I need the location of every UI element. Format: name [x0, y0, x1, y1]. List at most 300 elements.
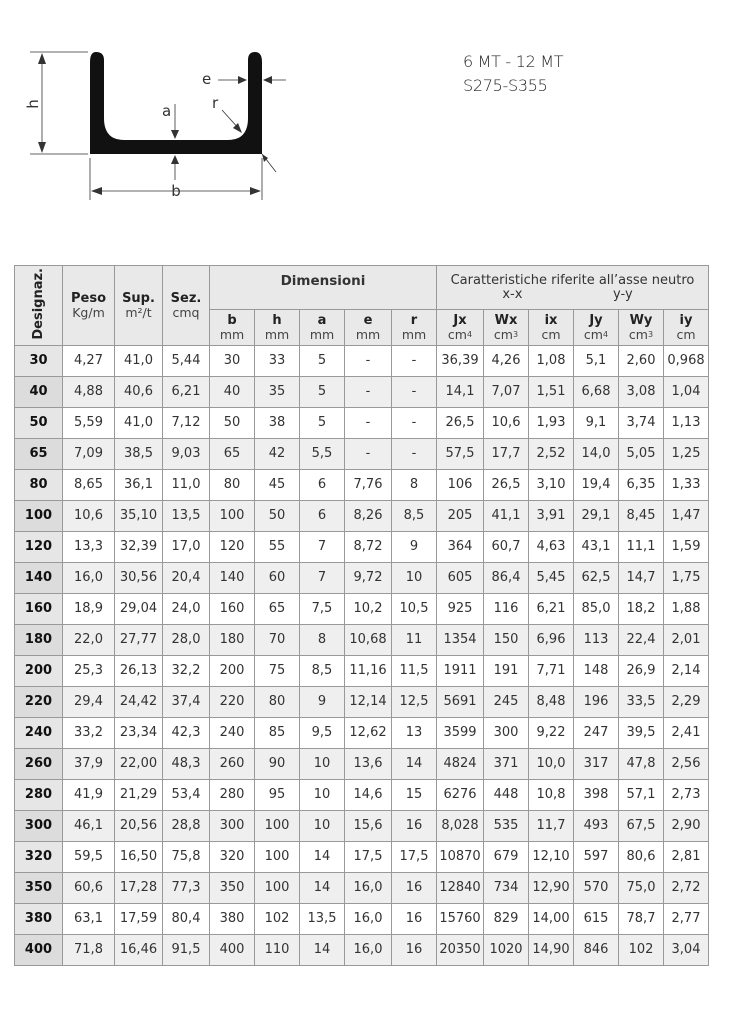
table-cell: 4824	[437, 749, 484, 780]
table-cell: 116	[484, 594, 529, 625]
label-a: a	[162, 102, 172, 120]
col-jy: Jy $cm^4$	[574, 310, 619, 346]
table-cell: 41,9	[63, 780, 115, 811]
table-cell: 5691	[437, 687, 484, 718]
table-cell: 8	[300, 625, 345, 656]
table-row	[15, 439, 709, 470]
designation-cell: 280	[15, 780, 63, 811]
table-cell: 7,12	[163, 408, 210, 439]
table-cell: 17,5	[392, 842, 437, 873]
table-cell: 46,1	[63, 811, 115, 842]
table-cell: 19,4	[574, 470, 619, 501]
table-cell: 3599	[437, 718, 484, 749]
table-row	[15, 470, 709, 501]
table-cell: 220	[210, 687, 255, 718]
table-cell: 570	[574, 873, 619, 904]
col-h: h mm	[255, 310, 300, 346]
table-cell: 8,65	[63, 470, 115, 501]
table-cell: 35	[255, 377, 300, 408]
table-cell: 1,88	[664, 594, 709, 625]
table-cell: 13,5	[300, 904, 345, 935]
table-cell: 3,74	[619, 408, 664, 439]
table-cell: 597	[574, 842, 619, 873]
table-cell: 14	[300, 935, 345, 966]
table-cell: 2,81	[664, 842, 709, 873]
table-cell: 10,6	[63, 501, 115, 532]
col-a: a mm	[300, 310, 345, 346]
table-cell: 15,6	[345, 811, 392, 842]
caratteristiche-header: Caratteristiche riferite all’asse neutro x-x y-y	[437, 266, 709, 310]
table-cell: 80,4	[163, 904, 210, 935]
table-cell: 10	[300, 749, 345, 780]
table-cell: 47,8	[619, 749, 664, 780]
table-cell: 42,3	[163, 718, 210, 749]
table-cell: 53,4	[163, 780, 210, 811]
col-wx: Wx $cm^3$	[484, 310, 529, 346]
table-cell: 110	[255, 935, 300, 966]
table-cell: 1,25	[664, 439, 709, 470]
table-cell: 191	[484, 656, 529, 687]
table-cell: 14,0	[574, 439, 619, 470]
table-row	[15, 780, 709, 811]
table-cell: 150	[484, 625, 529, 656]
table-row	[15, 749, 709, 780]
table-cell: 18,9	[63, 594, 115, 625]
table-cell: 37,4	[163, 687, 210, 718]
table-cell: 113	[574, 625, 619, 656]
col-e: e mm	[345, 310, 392, 346]
table-row	[15, 501, 709, 532]
table-cell: 846	[574, 935, 619, 966]
table-cell: 100	[210, 501, 255, 532]
table-cell: 60	[255, 563, 300, 594]
table-cell: 62,5	[574, 563, 619, 594]
table-cell: 4,88	[63, 377, 115, 408]
table-cell: 1,59	[664, 532, 709, 563]
designation-cell: 80	[15, 470, 63, 501]
table-cell: 25,3	[63, 656, 115, 687]
table-cell: 67,5	[619, 811, 664, 842]
table-cell: 1,47	[664, 501, 709, 532]
table-cell: 20350	[437, 935, 484, 966]
sez-header: Sez. cmq	[163, 266, 210, 346]
table-cell: 5,59	[63, 408, 115, 439]
table-cell: 40,6	[115, 377, 163, 408]
table-cell: 2,73	[664, 780, 709, 811]
table-cell: 7	[300, 563, 345, 594]
table-cell: 5	[300, 408, 345, 439]
table-cell: 350	[210, 873, 255, 904]
table-cell: 100	[255, 873, 300, 904]
table-cell: 10870	[437, 842, 484, 873]
table-cell: 12,14	[345, 687, 392, 718]
table-cell: 679	[484, 842, 529, 873]
table-cell: 398	[574, 780, 619, 811]
table-row	[15, 563, 709, 594]
table-cell: 75,8	[163, 842, 210, 873]
table-cell: 28,0	[163, 625, 210, 656]
table-cell: 16,0	[345, 935, 392, 966]
table-cell: 140	[210, 563, 255, 594]
designation-cell: 160	[15, 594, 63, 625]
table-cell: 55	[255, 532, 300, 563]
table-cell: 38	[255, 408, 300, 439]
table-cell: 1911	[437, 656, 484, 687]
table-cell: 26,9	[619, 656, 664, 687]
table-cell: 1,13	[664, 408, 709, 439]
table-cell: 17,5	[345, 842, 392, 873]
col-jx: Jx $cm^4$	[437, 310, 484, 346]
table-row	[15, 687, 709, 718]
channel-section-shape	[90, 52, 262, 154]
table-cell: 11,1	[619, 532, 664, 563]
steel-grades: S275-S355	[463, 76, 548, 95]
table-cell: 5,45	[529, 563, 574, 594]
table-row	[15, 594, 709, 625]
table-cell: 148	[574, 656, 619, 687]
label-b: b	[171, 182, 181, 200]
table-cell: 4,26	[484, 346, 529, 377]
table-cell: 11	[392, 625, 437, 656]
table-cell: 2,77	[664, 904, 709, 935]
designation-cell: 200	[15, 656, 63, 687]
table-cell: 17,28	[115, 873, 163, 904]
table-cell: 1354	[437, 625, 484, 656]
table-cell: 33	[255, 346, 300, 377]
designation-cell: 350	[15, 873, 63, 904]
table-cell: -	[392, 377, 437, 408]
table-cell: 2,14	[664, 656, 709, 687]
table-cell: 5	[300, 377, 345, 408]
table-cell: 45	[255, 470, 300, 501]
table-cell: -	[345, 346, 392, 377]
table-cell: 30,56	[115, 563, 163, 594]
table-cell: 1,93	[529, 408, 574, 439]
table-cell: 26,5	[484, 470, 529, 501]
table-cell: 13,5	[163, 501, 210, 532]
table-cell: 1,51	[529, 377, 574, 408]
table-cell: 70	[255, 625, 300, 656]
table-row	[15, 935, 709, 966]
table-cell: 32,39	[115, 532, 163, 563]
designation-cell: 30	[15, 346, 63, 377]
table-cell: 16	[392, 811, 437, 842]
table-cell: 102	[255, 904, 300, 935]
table-cell: 16	[392, 935, 437, 966]
table-cell: 36,1	[115, 470, 163, 501]
table-cell: 14,7	[619, 563, 664, 594]
table-cell: 120	[210, 532, 255, 563]
table-cell: 8,45	[619, 501, 664, 532]
table-cell: 57,5	[437, 439, 484, 470]
table-cell: 493	[574, 811, 619, 842]
table-cell: 12,62	[345, 718, 392, 749]
table-cell: 16	[392, 904, 437, 935]
table-cell: 240	[210, 718, 255, 749]
table-cell: 75,0	[619, 873, 664, 904]
table-cell: 5,05	[619, 439, 664, 470]
designation-cell: 220	[15, 687, 63, 718]
table-cell: 33,2	[63, 718, 115, 749]
table-cell: 24,42	[115, 687, 163, 718]
label-h: h	[24, 99, 42, 109]
table-cell: 12,10	[529, 842, 574, 873]
designation-cell: 180	[15, 625, 63, 656]
table-cell: 6	[300, 470, 345, 501]
table-cell: 3,10	[529, 470, 574, 501]
length-range: 6 MT - 12 MT	[463, 52, 564, 71]
table-cell: 2,72	[664, 873, 709, 904]
table-cell: -	[392, 439, 437, 470]
table-row	[15, 625, 709, 656]
table-body	[15, 346, 709, 966]
table-cell: 2,90	[664, 811, 709, 842]
table-cell: 48,3	[163, 749, 210, 780]
table-cell: 11,5	[392, 656, 437, 687]
table-cell: 43,1	[574, 532, 619, 563]
table-cell: 91,5	[163, 935, 210, 966]
table-cell: 22,00	[115, 749, 163, 780]
table-cell: 17,59	[115, 904, 163, 935]
table-cell: 40	[210, 377, 255, 408]
table-cell: 60,7	[484, 532, 529, 563]
table-cell: 2,56	[664, 749, 709, 780]
label-e: e	[202, 70, 212, 88]
table-cell: 28,8	[163, 811, 210, 842]
table-cell: 26,5	[437, 408, 484, 439]
table-cell: 85	[255, 718, 300, 749]
col-b: b mm	[210, 310, 255, 346]
table-cell: 260	[210, 749, 255, 780]
table-row	[15, 811, 709, 842]
channel-properties-table	[14, 265, 709, 966]
table-cell: 2,41	[664, 718, 709, 749]
table-cell: 41,1	[484, 501, 529, 532]
table-cell: 280	[210, 780, 255, 811]
table-cell: -	[392, 346, 437, 377]
table-cell: -	[345, 408, 392, 439]
table-cell: 2,52	[529, 439, 574, 470]
table-cell: 16,0	[63, 563, 115, 594]
table-cell: 102	[619, 935, 664, 966]
table-cell: 17,7	[484, 439, 529, 470]
table-row	[15, 377, 709, 408]
table-cell: 35,10	[115, 501, 163, 532]
table-cell: 14	[300, 842, 345, 873]
table-cell: 7,5	[300, 594, 345, 625]
table-cell: 9,22	[529, 718, 574, 749]
designation-cell: 50	[15, 408, 63, 439]
table-cell: 32,2	[163, 656, 210, 687]
designation-cell: 100	[15, 501, 63, 532]
table-cell: 24,0	[163, 594, 210, 625]
table-cell: 8,028	[437, 811, 484, 842]
table-cell: 1,04	[664, 377, 709, 408]
table-row	[15, 873, 709, 904]
table-cell: 15	[392, 780, 437, 811]
designation-cell: 260	[15, 749, 63, 780]
table-cell: 30	[210, 346, 255, 377]
table-row	[15, 408, 709, 439]
table-cell: 11,0	[163, 470, 210, 501]
table-cell: 14,1	[437, 377, 484, 408]
table-cell: 925	[437, 594, 484, 625]
table-cell: 16,0	[345, 904, 392, 935]
table-cell: 10	[392, 563, 437, 594]
table-cell: 65	[210, 439, 255, 470]
table-cell: 9,72	[345, 563, 392, 594]
table-cell: 196	[574, 687, 619, 718]
table-cell: 60,6	[63, 873, 115, 904]
table-cell: 22,4	[619, 625, 664, 656]
table-cell: 10,2	[345, 594, 392, 625]
table-cell: 7	[300, 532, 345, 563]
label-r: r	[212, 94, 219, 112]
table-row	[15, 718, 709, 749]
table-cell: 535	[484, 811, 529, 842]
table-cell: 5,44	[163, 346, 210, 377]
table-cell: 380	[210, 904, 255, 935]
table-cell: 0,968	[664, 346, 709, 377]
table-cell: 10	[300, 780, 345, 811]
designation-cell: 40	[15, 377, 63, 408]
table-cell: 247	[574, 718, 619, 749]
table-cell: 14	[392, 749, 437, 780]
table-cell: 3,91	[529, 501, 574, 532]
table-cell: 3,04	[664, 935, 709, 966]
table-cell: -	[345, 439, 392, 470]
table-cell: 36,39	[437, 346, 484, 377]
table-cell: 5,1	[574, 346, 619, 377]
designation-cell: 140	[15, 563, 63, 594]
table-cell: 7,71	[529, 656, 574, 687]
table-cell: 86,4	[484, 563, 529, 594]
table-cell: 65	[255, 594, 300, 625]
table-cell: 9	[392, 532, 437, 563]
table-cell: 13,6	[345, 749, 392, 780]
table-cell: 300	[484, 718, 529, 749]
table-cell: 95	[255, 780, 300, 811]
table-cell: 448	[484, 780, 529, 811]
table-cell: 50	[210, 408, 255, 439]
table-cell: 17,0	[163, 532, 210, 563]
table-cell: 16	[392, 873, 437, 904]
table-cell: -	[392, 408, 437, 439]
table-row	[15, 346, 709, 377]
table-cell: 22,0	[63, 625, 115, 656]
table-cell: 9,03	[163, 439, 210, 470]
table-cell: 14,6	[345, 780, 392, 811]
table-cell: 29,04	[115, 594, 163, 625]
table-cell: 6,96	[529, 625, 574, 656]
col-wy: Wy $cm^3$	[619, 310, 664, 346]
table-cell: 11,7	[529, 811, 574, 842]
table-cell: 27,77	[115, 625, 163, 656]
table-cell: 200	[210, 656, 255, 687]
col-r: r mm	[392, 310, 437, 346]
axis-yy-label: y-y	[613, 286, 633, 302]
designation-header: Designaz.	[15, 266, 63, 346]
table-cell: 29,4	[63, 687, 115, 718]
table-cell: 80,6	[619, 842, 664, 873]
table-cell: 10	[300, 811, 345, 842]
table-cell: 50	[255, 501, 300, 532]
designation-cell: 300	[15, 811, 63, 842]
table-cell: 10,0	[529, 749, 574, 780]
table-cell: 23,34	[115, 718, 163, 749]
table-cell: 14	[300, 873, 345, 904]
table-cell: 39,5	[619, 718, 664, 749]
table-cell: 7,76	[345, 470, 392, 501]
table-cell: 16,0	[345, 873, 392, 904]
table-cell: 6,21	[529, 594, 574, 625]
table-cell: 63,1	[63, 904, 115, 935]
table-cell: 2,29	[664, 687, 709, 718]
table-cell: 1,33	[664, 470, 709, 501]
designation-cell: 380	[15, 904, 63, 935]
table-cell: 37,9	[63, 749, 115, 780]
table-cell: 8	[392, 470, 437, 501]
table-cell: 26,13	[115, 656, 163, 687]
table-cell: 41,0	[115, 408, 163, 439]
table-cell: 100	[255, 842, 300, 873]
table-cell: 12,90	[529, 873, 574, 904]
col-iy: iy cm	[664, 310, 709, 346]
table-cell: 20,56	[115, 811, 163, 842]
designation-cell: 65	[15, 439, 63, 470]
table-cell: 10,8	[529, 780, 574, 811]
table-cell: 1,08	[529, 346, 574, 377]
table-cell: 8,72	[345, 532, 392, 563]
table-cell: 8,5	[392, 501, 437, 532]
sup-header: Sup. m²/t	[115, 266, 163, 346]
table-cell: 14,90	[529, 935, 574, 966]
table-cell: 5,5	[300, 439, 345, 470]
table-cell: 8,48	[529, 687, 574, 718]
table-cell: 85,0	[574, 594, 619, 625]
table-cell: 6,68	[574, 377, 619, 408]
table-cell: 205	[437, 501, 484, 532]
header-row-top	[15, 266, 709, 310]
table-cell: 160	[210, 594, 255, 625]
table-cell: 1,75	[664, 563, 709, 594]
table-cell: 180	[210, 625, 255, 656]
table-cell: 3,08	[619, 377, 664, 408]
table-cell: 80	[255, 687, 300, 718]
table-cell: 9	[300, 687, 345, 718]
designation-cell: 120	[15, 532, 63, 563]
table-cell: 29,1	[574, 501, 619, 532]
table-cell: 10,6	[484, 408, 529, 439]
table-cell: 10,68	[345, 625, 392, 656]
table-cell: 14,00	[529, 904, 574, 935]
table-cell: 605	[437, 563, 484, 594]
designation-cell: 400	[15, 935, 63, 966]
table-cell: 21,29	[115, 780, 163, 811]
table-cell: 734	[484, 873, 529, 904]
col-ix: ix cm	[529, 310, 574, 346]
table-cell: 10,5	[392, 594, 437, 625]
table-cell: 4,27	[63, 346, 115, 377]
table-cell: 59,5	[63, 842, 115, 873]
table-cell: 320	[210, 842, 255, 873]
table-cell: 16,50	[115, 842, 163, 873]
table-cell: 7,09	[63, 439, 115, 470]
table-cell: 90	[255, 749, 300, 780]
table-cell: 33,5	[619, 687, 664, 718]
table-cell: 13	[392, 718, 437, 749]
table-cell: -	[345, 377, 392, 408]
